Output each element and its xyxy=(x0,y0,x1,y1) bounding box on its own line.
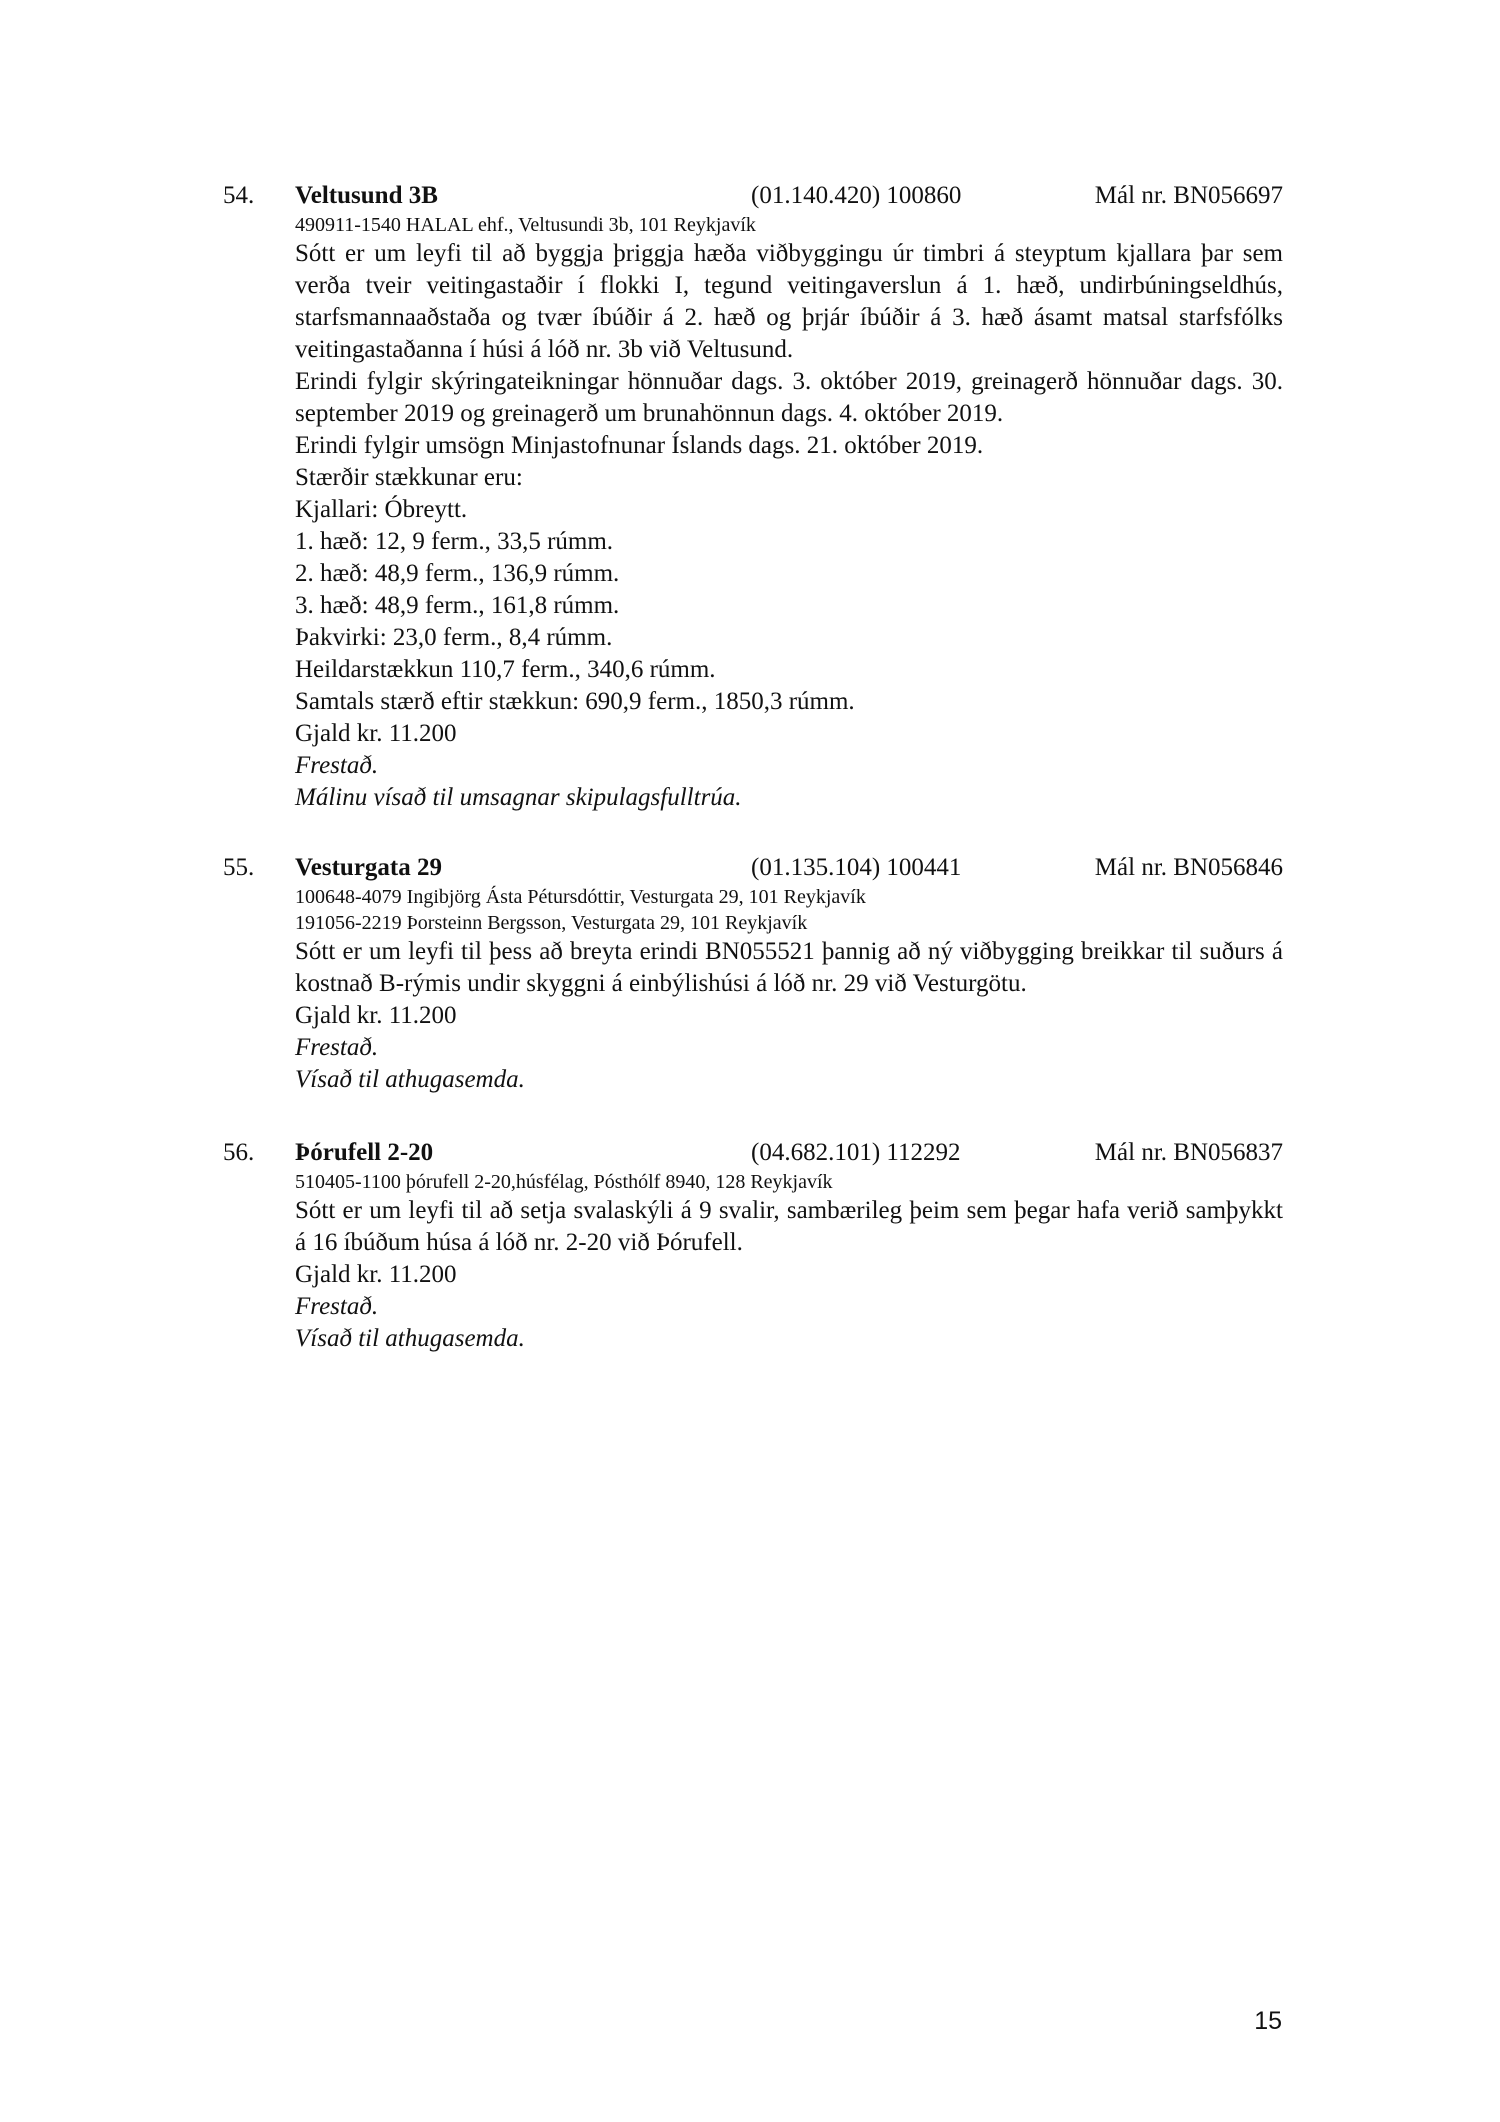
case-header xyxy=(223,852,1283,884)
fee-line: Gjald kr. 11.200 xyxy=(295,1002,457,1029)
property-name: Veltusund 3B xyxy=(295,182,438,209)
case-entry-54 xyxy=(223,180,1283,814)
case-body xyxy=(295,1169,1283,1355)
case-body xyxy=(295,212,1283,814)
applicant-line: 100648-4079 Ingibjörg Ásta Pétursdóttir, Vesturgata 29, 101 Reykjavík xyxy=(295,886,866,908)
case-entry-56 xyxy=(223,1137,1283,1355)
case-body xyxy=(295,884,1283,1096)
applicant-line: 490911-1540 HALAL ehf., Veltusundi 3b, 101 Reykjavík xyxy=(295,214,756,236)
case-id: Mál nr. BN056846 xyxy=(1094,854,1283,881)
case-number: 56. xyxy=(223,1139,255,1166)
case-description: Sótt er um leyfi til að byggja þriggja hæða viðbyggingu úr timbri á steyptum kjallara þar sem verða tveir veitingastaðir í flokki I, tegund veitingaverslun á 1. hæð, undirbúningseldhús, starfsmannaaðstaða og tvær íbúðir á 2. hæð og þrjár íbúðir á 3. hæð ásamt matsal starfsfólks veitingastaðanna í húsi á lóð nr. 3b við Veltusund. xyxy=(295,240,1283,363)
decision-line: Frestað. xyxy=(295,752,379,779)
case-number: 55. xyxy=(223,854,255,881)
property-reference: (01.135.104) 100441 xyxy=(751,854,962,881)
page-number: 15 xyxy=(1254,2007,1282,2035)
case-description: Sótt er um leyfi til að setja svalaskýli á 9 svalir, sambærileg þeim sem þegar hafa verið samþykkt á 16 íbúðum húsa á lóð nr. 2-20 við Þórufell. xyxy=(295,1197,1283,1256)
property-reference: (01.140.420) 100860 xyxy=(751,182,962,209)
decision-line: Vísað til athugasemda. xyxy=(295,1325,525,1352)
decision-line: Vísað til athugasemda. xyxy=(295,1066,525,1093)
case-header xyxy=(223,1137,1283,1169)
case-number: 54. xyxy=(223,182,255,209)
detail-line: 2. hæð: 48,9 ferm., 136,9 rúmm. xyxy=(295,560,620,587)
fee-line: Gjald kr. 11.200 xyxy=(295,1261,457,1288)
case-attachments: Erindi fylgir skýringateikningar hönnuðar dags. 3. október 2019, greinagerð hönnuðar dags. 30. september 2019 og greinagerð um brunahönnun dags. 4. október 2019. xyxy=(295,368,1283,427)
case-id: Mál nr. BN056697 xyxy=(1094,182,1283,209)
case-id: Mál nr. BN056837 xyxy=(1094,1139,1283,1166)
case-description: Sótt er um leyfi til þess að breyta erindi BN055521 þannig að ný viðbygging breikkar til suðurs á kostnað B-rýmis undir skyggni á einbýlishúsi á lóð nr. 29 við Vesturgötu. xyxy=(295,938,1283,997)
property-name: Vesturgata 29 xyxy=(295,854,442,881)
detail-line: 1. hæð: 12, 9 ferm., 33,5 rúmm. xyxy=(295,528,614,555)
case-header xyxy=(223,180,1283,212)
detail-line: Samtals stærð eftir stækkun: 690,9 ferm., 1850,3 rúmm. xyxy=(295,688,855,715)
property-reference: (04.682.101) 112292 xyxy=(751,1139,961,1166)
applicant-line: 191056-2219 Þorsteinn Bergsson, Vesturgata 29, 101 Reykjavík xyxy=(295,912,808,934)
decision-line: Frestað. xyxy=(295,1293,379,1320)
applicant-line: 510405-1100 þórufell 2-20,húsfélag, Pósthólf 8940, 128 Reykjavík xyxy=(295,1171,833,1193)
detail-line: Heildarstækkun 110,7 ferm., 340,6 rúmm. xyxy=(295,656,716,683)
detail-line: 3. hæð: 48,9 ferm., 161,8 rúmm. xyxy=(295,592,620,619)
decision-line: Frestað. xyxy=(295,1034,379,1061)
fee-line: Gjald kr. 11.200 xyxy=(295,720,457,747)
case-entry-55 xyxy=(223,852,1283,1096)
detail-line: Þakvirki: 23,0 ferm., 8,4 rúmm. xyxy=(295,624,613,651)
property-name: Þórufell 2-20 xyxy=(295,1139,434,1166)
detail-line: Kjallari: Óbreytt. xyxy=(295,496,468,523)
decision-line: Málinu vísað til umsagnar skipulagsfulltrúa. xyxy=(295,784,742,811)
detail-line: Stærðir stækkunar eru: xyxy=(295,464,523,491)
detail-line: Erindi fylgir umsögn Minjastofnunar Íslands dags. 21. október 2019. xyxy=(295,432,984,459)
